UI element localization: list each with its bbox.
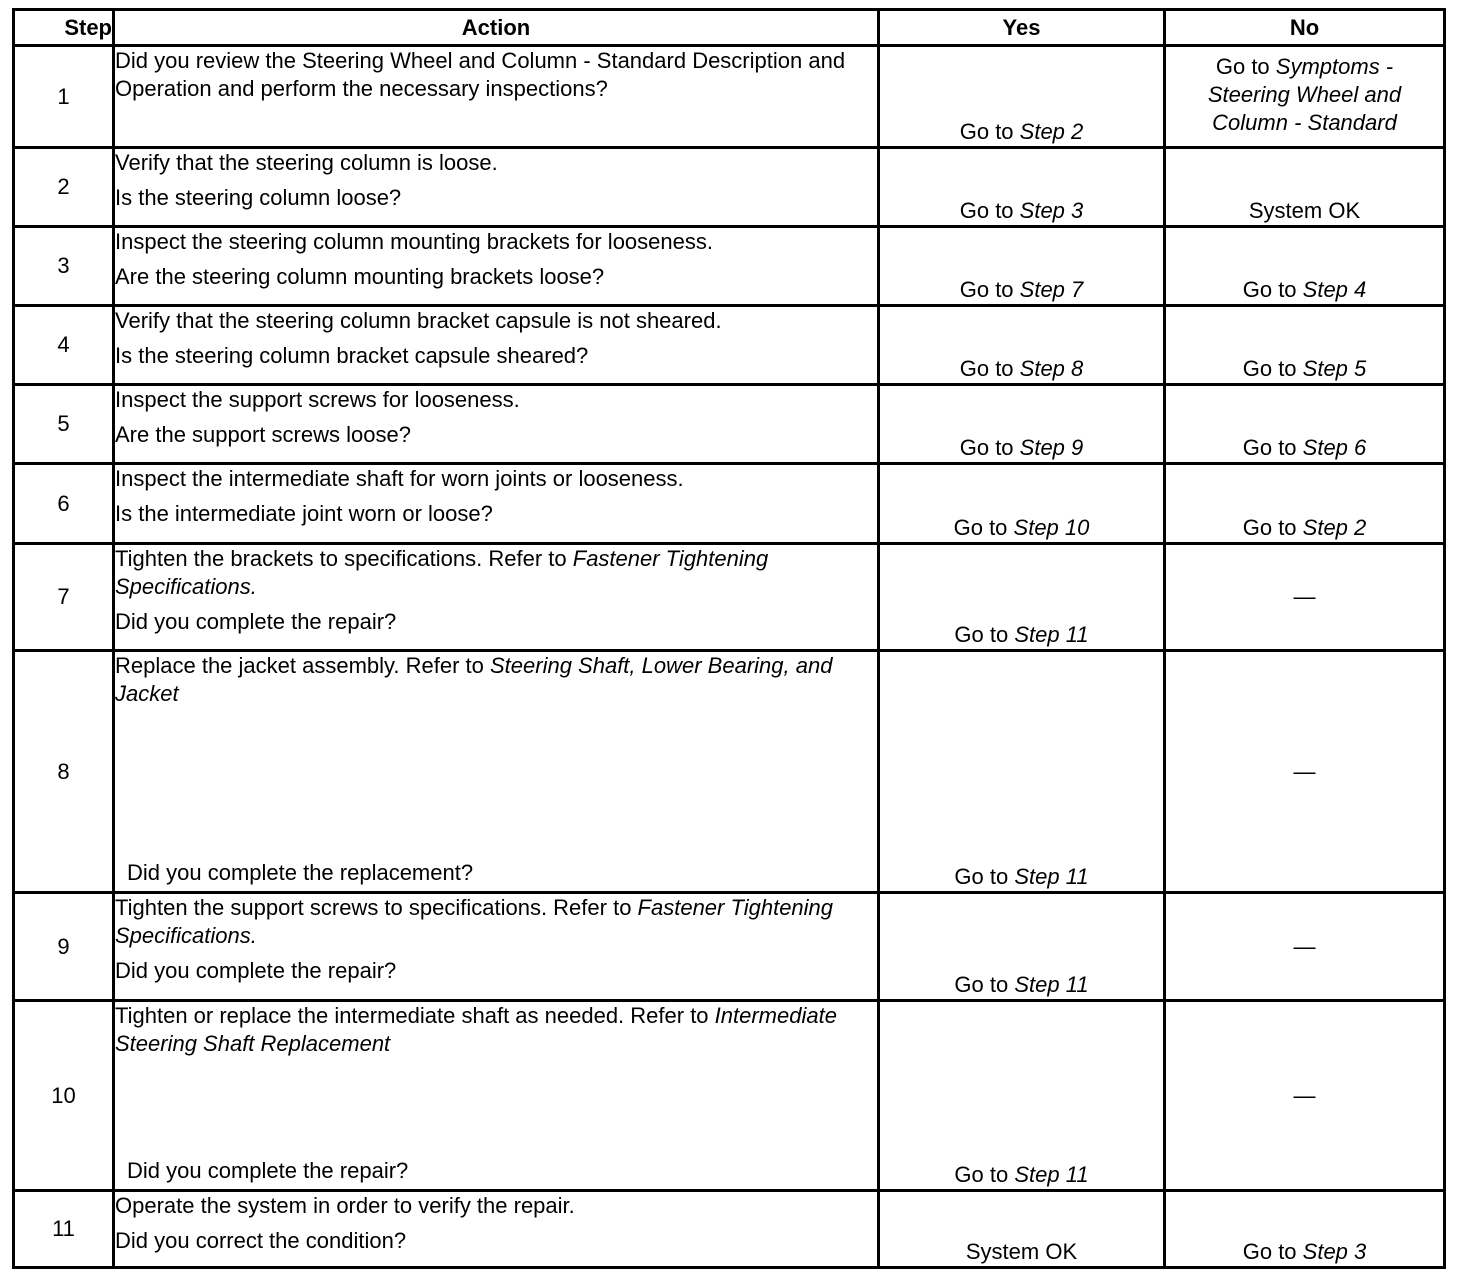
yes-ref: Step 9 [1019,435,1084,460]
yes-prefix: Go to [954,972,1015,997]
table-row [14,464,1445,544]
action-ref: Fastener Tightening Specifications. [115,546,769,599]
yes-ref: Step 10 [1013,515,1090,540]
header-row [14,10,1445,46]
table-row [14,1001,1445,1191]
no-cell [1165,1191,1445,1268]
action-text: Tighten or replace the intermediate shaft as needed. Refer to [115,1003,715,1028]
yes-prefix: Go to [953,515,1014,540]
action-cell [114,651,879,893]
no-cell [1165,1001,1445,1191]
table-row [14,651,1445,893]
yes-cell [879,651,1165,893]
action-ref: Intermediate Steering Shaft Replacement [115,1003,837,1056]
yes-prefix: Go to [954,622,1015,647]
yes-prefix: Go to [959,277,1020,302]
step-number: 2 [14,148,114,227]
yes-cell [879,544,1165,651]
step-number: 7 [14,544,114,651]
no-cell [1165,544,1445,651]
yes-ref: Step 11 [1014,1162,1089,1187]
no-cell [1165,385,1445,464]
action-text: Did you review the Steering Wheel and Column - Standard Description and Operation and perform the necessary inspections? [115,48,846,101]
no-ref: Symptoms - Steering Wheel and Column - Standard [1207,54,1402,135]
no-cell [1165,148,1445,227]
no-ref: Step 6 [1302,435,1367,460]
yes-ref: Step 3 [1019,198,1084,223]
yes-cell [879,1191,1165,1268]
action-question: Is the steering column loose? [115,185,402,210]
step-number: 4 [14,306,114,385]
yes-cell [879,148,1165,227]
no-prefix: Go to [1242,435,1303,460]
action-cell [114,227,879,306]
no-prefix: Go to [1242,515,1303,540]
step-number: 1 [14,46,114,148]
step-number: 8 [14,651,114,893]
action-question: Are the steering column mounting brackets loose? [115,264,605,289]
no-cell [1165,651,1445,893]
action-question: Is the intermediate joint worn or loose? [115,501,493,526]
yes-ref: Step 2 [1019,119,1084,144]
no-cell [1165,46,1445,148]
yes-cell [879,893,1165,1001]
table-row [14,385,1445,464]
table-row [14,148,1445,227]
no-ref: Step 2 [1302,515,1367,540]
no-cell [1165,227,1445,306]
no-dash: — [1293,584,1316,609]
yes-cell [879,464,1165,544]
action-question: Are the support screws loose? [115,422,411,447]
yes-prefix: Go to [959,198,1020,223]
table-row [14,893,1445,1001]
action-cell [114,1191,879,1268]
yes-ref: Step 8 [1019,356,1084,381]
action-text: Inspect the intermediate shaft for worn joints or looseness. [115,466,684,491]
yes-ref: Step 7 [1019,277,1084,302]
yes-ref: Step 11 [1014,622,1089,647]
yes-cell [879,1001,1165,1191]
step-number: 10 [14,1001,114,1191]
action-cell [114,544,879,651]
action-question: Did you correct the condition? [115,1228,407,1253]
step-number: 9 [14,893,114,1001]
no-dash: — [1293,1082,1316,1108]
header-yes: Yes [879,10,1165,46]
no-prefix: System OK [1248,198,1361,223]
yes-prefix: Go to [959,119,1020,144]
table-row [14,227,1445,306]
no-ref: Step 5 [1302,356,1367,381]
step-number: 6 [14,464,114,544]
header-action: Action [114,10,879,46]
yes-prefix: Go to [954,864,1015,889]
action-text: Tighten the brackets to specifications. Refer to [115,546,573,571]
no-prefix: Go to [1242,277,1303,302]
yes-prefix: System OK [965,1239,1078,1264]
action-cell [114,464,879,544]
no-prefix: Go to [1242,1239,1303,1264]
no-ref: Step 4 [1302,277,1367,302]
action-ref: Steering Shaft, Lower Bearing, and Jacket [115,653,833,706]
action-cell [114,306,879,385]
step-number: 5 [14,385,114,464]
no-cell [1165,464,1445,544]
no-cell [1165,306,1445,385]
yes-ref: Step 11 [1014,864,1089,889]
action-ref: Fastener Tightening Specifications. [115,895,834,948]
action-cell [114,893,879,1001]
action-text: Verify that the steering column is loose. [115,150,498,175]
no-prefix: Go to [1242,356,1303,381]
action-question: Did you complete the repair? [115,609,397,634]
action-text: Inspect the steering column mounting brackets for looseness. [115,229,713,254]
action-text: Inspect the support screws for looseness. [115,387,520,412]
yes-cell [879,46,1165,148]
yes-cell [879,306,1165,385]
no-cell [1165,893,1445,1001]
yes-prefix: Go to [959,356,1020,381]
table-row [14,544,1445,651]
header-no: No [1165,10,1445,46]
diagnostic-table [12,8,1446,1269]
action-question: Did you complete the repair? [115,958,397,983]
action-cell [114,385,879,464]
table-row [14,1191,1445,1268]
action-text: Verify that the steering column bracket capsule is not sheared. [115,308,722,333]
action-text: Operate the system in order to verify the repair. [115,1193,575,1218]
yes-cell [879,227,1165,306]
table-row [14,46,1445,148]
yes-prefix: Go to [959,435,1020,460]
action-cell [114,148,879,227]
header-step: Step [14,10,114,46]
no-ref: Step 3 [1302,1239,1367,1264]
yes-cell [879,385,1165,464]
no-prefix: Go to [1215,54,1276,79]
action-question: Is the steering column bracket capsule sheared? [115,343,589,368]
action-cell [114,1001,879,1191]
action-question: Did you complete the replacement? [127,860,474,885]
table-row [14,306,1445,385]
action-cell [114,46,879,148]
step-number: 3 [14,227,114,306]
no-dash: — [1293,933,1316,959]
action-text: Replace the jacket assembly. Refer to [115,653,490,678]
no-dash: — [1293,758,1316,784]
yes-ref: Step 11 [1014,972,1089,997]
action-text: Tighten the support screws to specifications. Refer to [115,895,638,920]
action-question: Did you complete the repair? [127,1158,409,1183]
step-number: 11 [14,1191,114,1268]
yes-prefix: Go to [954,1162,1015,1187]
